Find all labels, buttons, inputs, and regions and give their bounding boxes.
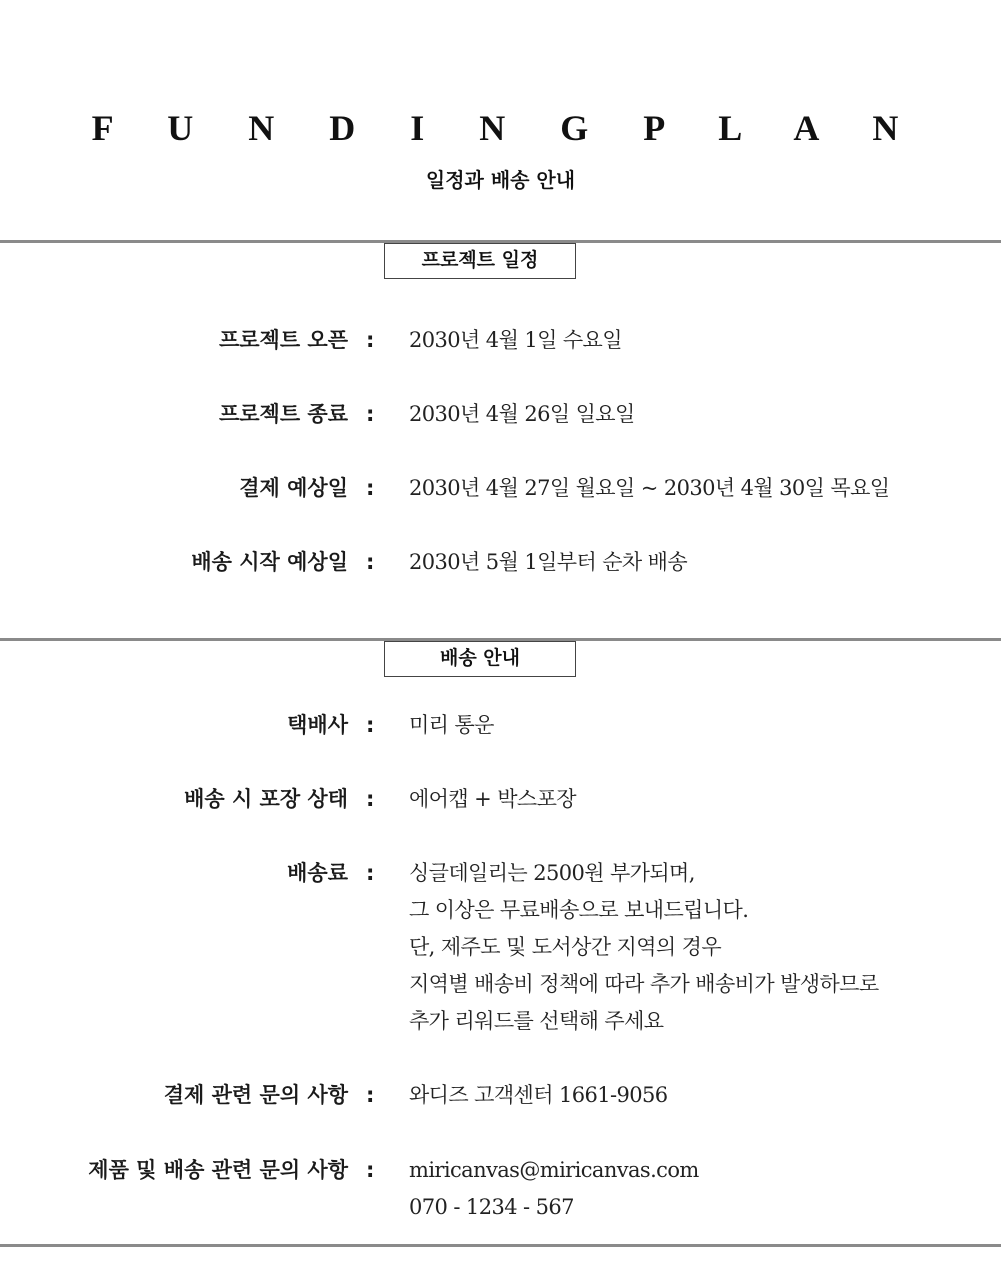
row-value: 2030년 5월 1일부터 순차 배송	[409, 550, 688, 574]
row-label: 배송 시 포장 상태	[184, 787, 348, 811]
row-value: 미리 통운	[409, 713, 494, 737]
row-colon: :	[366, 476, 375, 500]
shipping-section-title: 배송 안내	[384, 641, 576, 677]
row-value: 와디즈 고객센터 1661-9056	[409, 1083, 668, 1107]
fee-line: 추가 리워드를 선택해 주세요	[409, 1009, 664, 1033]
row-colon: :	[366, 1083, 375, 1107]
row-value: 2030년 4월 1일 수요일	[409, 328, 622, 352]
row-label: 결제 예상일	[239, 476, 348, 500]
row-label: 배송 시작 예상일	[191, 550, 348, 574]
row-value: 에어캡 + 박스포장	[409, 787, 576, 811]
page-subtitle: 일정과 배송 안내	[425, 168, 576, 192]
row-label: 배송료	[287, 861, 348, 885]
fee-line: 싱글데일리는 2500원 부가되며,	[409, 861, 695, 885]
row-label: 프로젝트 오픈	[218, 328, 348, 352]
row-colon: :	[366, 550, 375, 574]
row-label: 제품 및 배송 관련 문의 사항	[88, 1158, 348, 1182]
row-label: 프로젝트 종료	[218, 402, 348, 426]
row-colon: :	[366, 1158, 375, 1182]
fee-line: 지역별 배송비 정책에 따라 추가 배송비가 발생하므로	[409, 972, 879, 996]
row-label: 결제 관련 문의 사항	[163, 1083, 348, 1107]
schedule-section-title: 프로젝트 일정	[384, 243, 576, 279]
section-divider	[0, 1244, 1001, 1247]
row-colon: :	[366, 328, 375, 352]
contact-email[interactable]: miricanvas@miricanvas.com	[409, 1158, 699, 1182]
page-title: F U N D I N G P L A N	[91, 108, 922, 148]
row-colon: :	[366, 861, 375, 885]
row-value: 2030년 4월 27일 월요일 ~ 2030년 4월 30일 목요일	[409, 476, 890, 500]
fee-description	[409, 858, 879, 1043]
contact-info	[409, 1155, 699, 1229]
contact-phone[interactable]: 070 - 1234 - 567	[409, 1195, 574, 1219]
row-colon: :	[366, 402, 375, 426]
row-value: 2030년 4월 26일 일요일	[409, 402, 635, 426]
fee-line: 그 이상은 무료배송으로 보내드립니다.	[409, 898, 749, 922]
row-label: 택배사	[287, 713, 348, 737]
row-colon: :	[366, 787, 375, 811]
row-colon: :	[366, 713, 375, 737]
fee-line: 단, 제주도 및 도서상간 지역의 경우	[409, 935, 722, 959]
